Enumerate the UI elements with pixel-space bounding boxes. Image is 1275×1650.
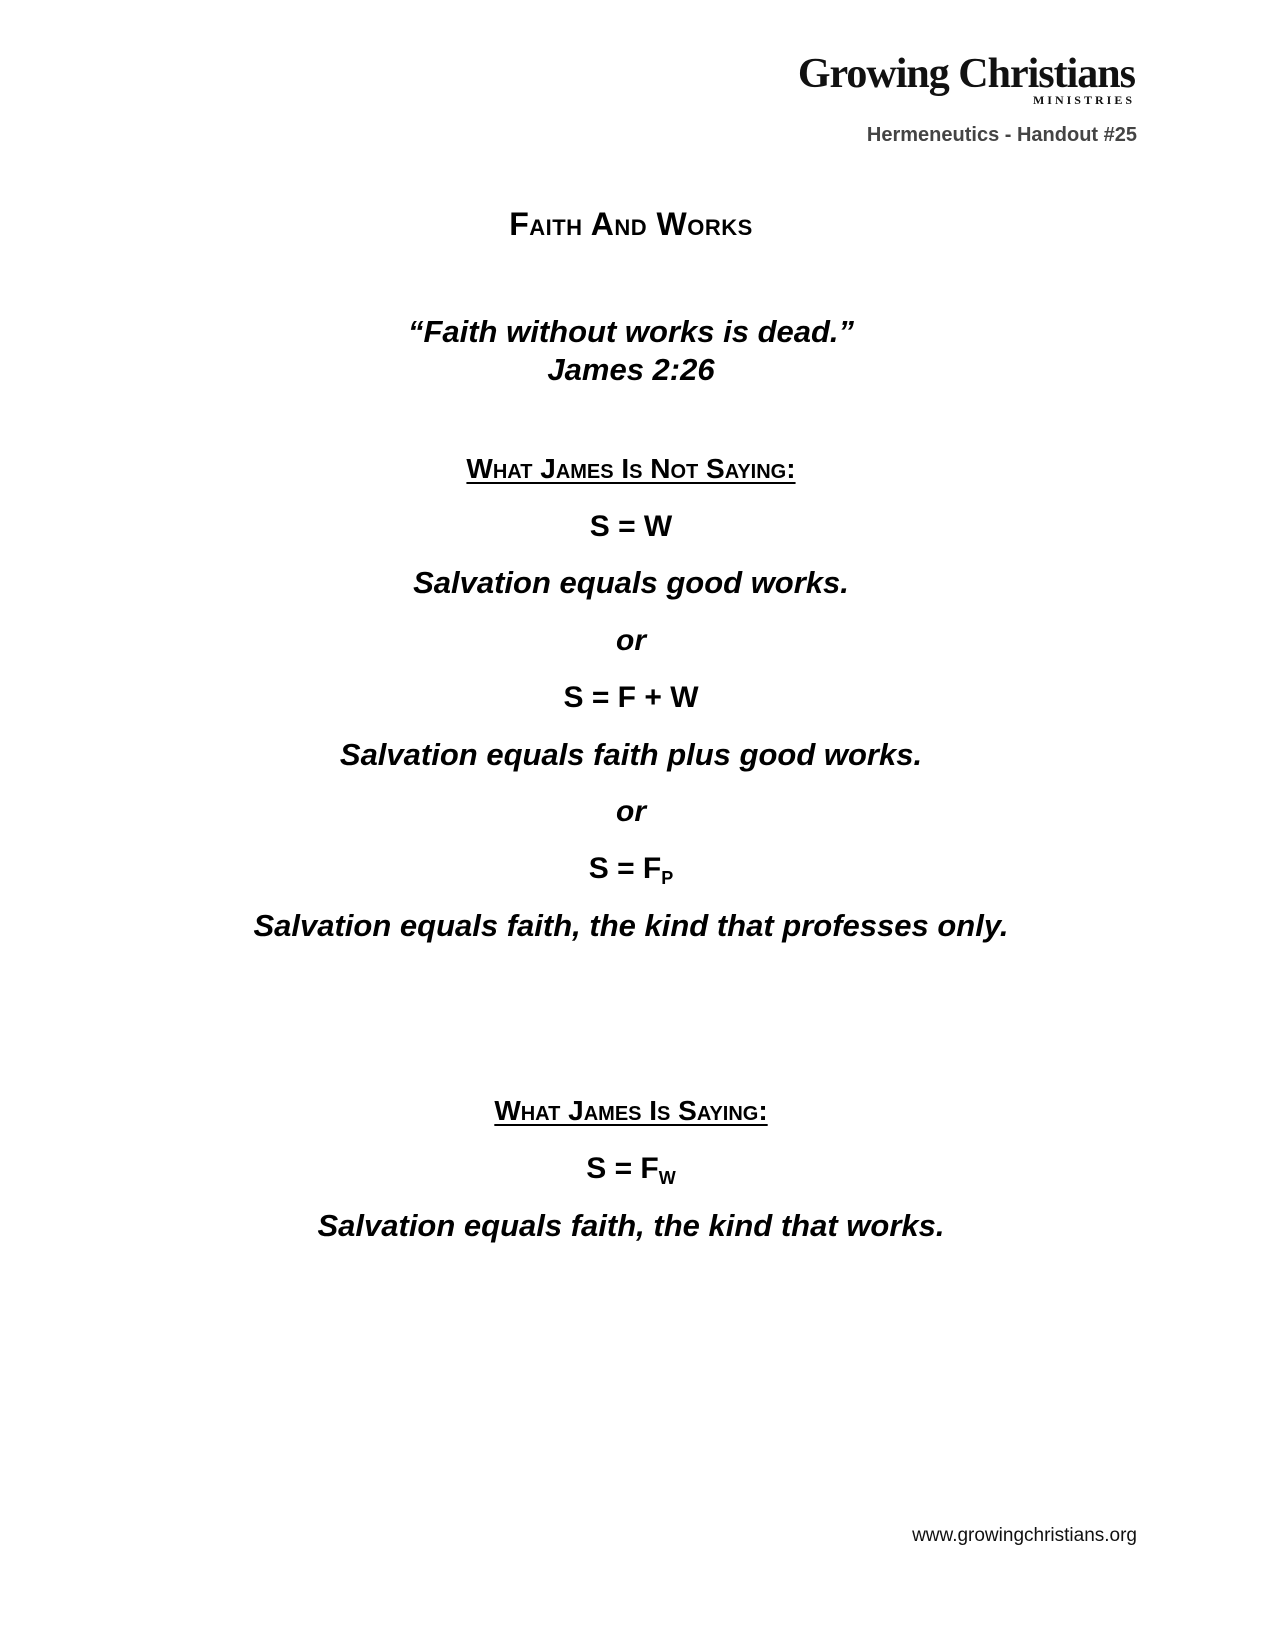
logo-name: Growing Christians <box>797 51 1135 97</box>
formula-2-main: S = F + W <box>563 681 699 714</box>
handout-label: Hermeneutics - Handout #25 <box>866 124 1137 146</box>
quote-reference: James 2:26 <box>547 352 715 387</box>
formula-1 <box>0 510 1262 544</box>
ministry-logo <box>735 52 1135 106</box>
meaning-is: Salvation equals faith, the kind that works. <box>317 1208 945 1243</box>
formula-is-subscript: W <box>658 1168 676 1188</box>
separator-or-1: or <box>616 624 646 657</box>
formula-1-main: S = W <box>589 510 673 543</box>
section-heading-saying: What James Is Saying: <box>494 1095 768 1126</box>
separator-or-2: or <box>616 795 646 828</box>
formula-3-subscript: P <box>661 868 674 888</box>
formula-is <box>0 1152 1262 1189</box>
logo-subtitle: MINISTRIES <box>1032 93 1135 107</box>
formula-3 <box>0 852 1262 889</box>
formula-2 <box>0 681 1262 715</box>
meaning-3: Salvation equals faith, the kind that professes only. <box>253 908 1009 943</box>
meaning-1: Salvation equals good works. <box>413 565 849 600</box>
meaning-2: Salvation equals faith plus good works. <box>339 737 923 772</box>
page-title: Faith And Works <box>509 206 753 242</box>
quote-text: “Faith without works is dead.” <box>407 314 855 349</box>
formula-3-main: S = F <box>588 852 662 885</box>
section-heading-not-saying: What James Is Not Saying: <box>466 453 796 484</box>
formula-is-main: S = F <box>586 1152 659 1185</box>
footer-url[interactable]: www.growingchristians.org <box>912 1525 1137 1546</box>
